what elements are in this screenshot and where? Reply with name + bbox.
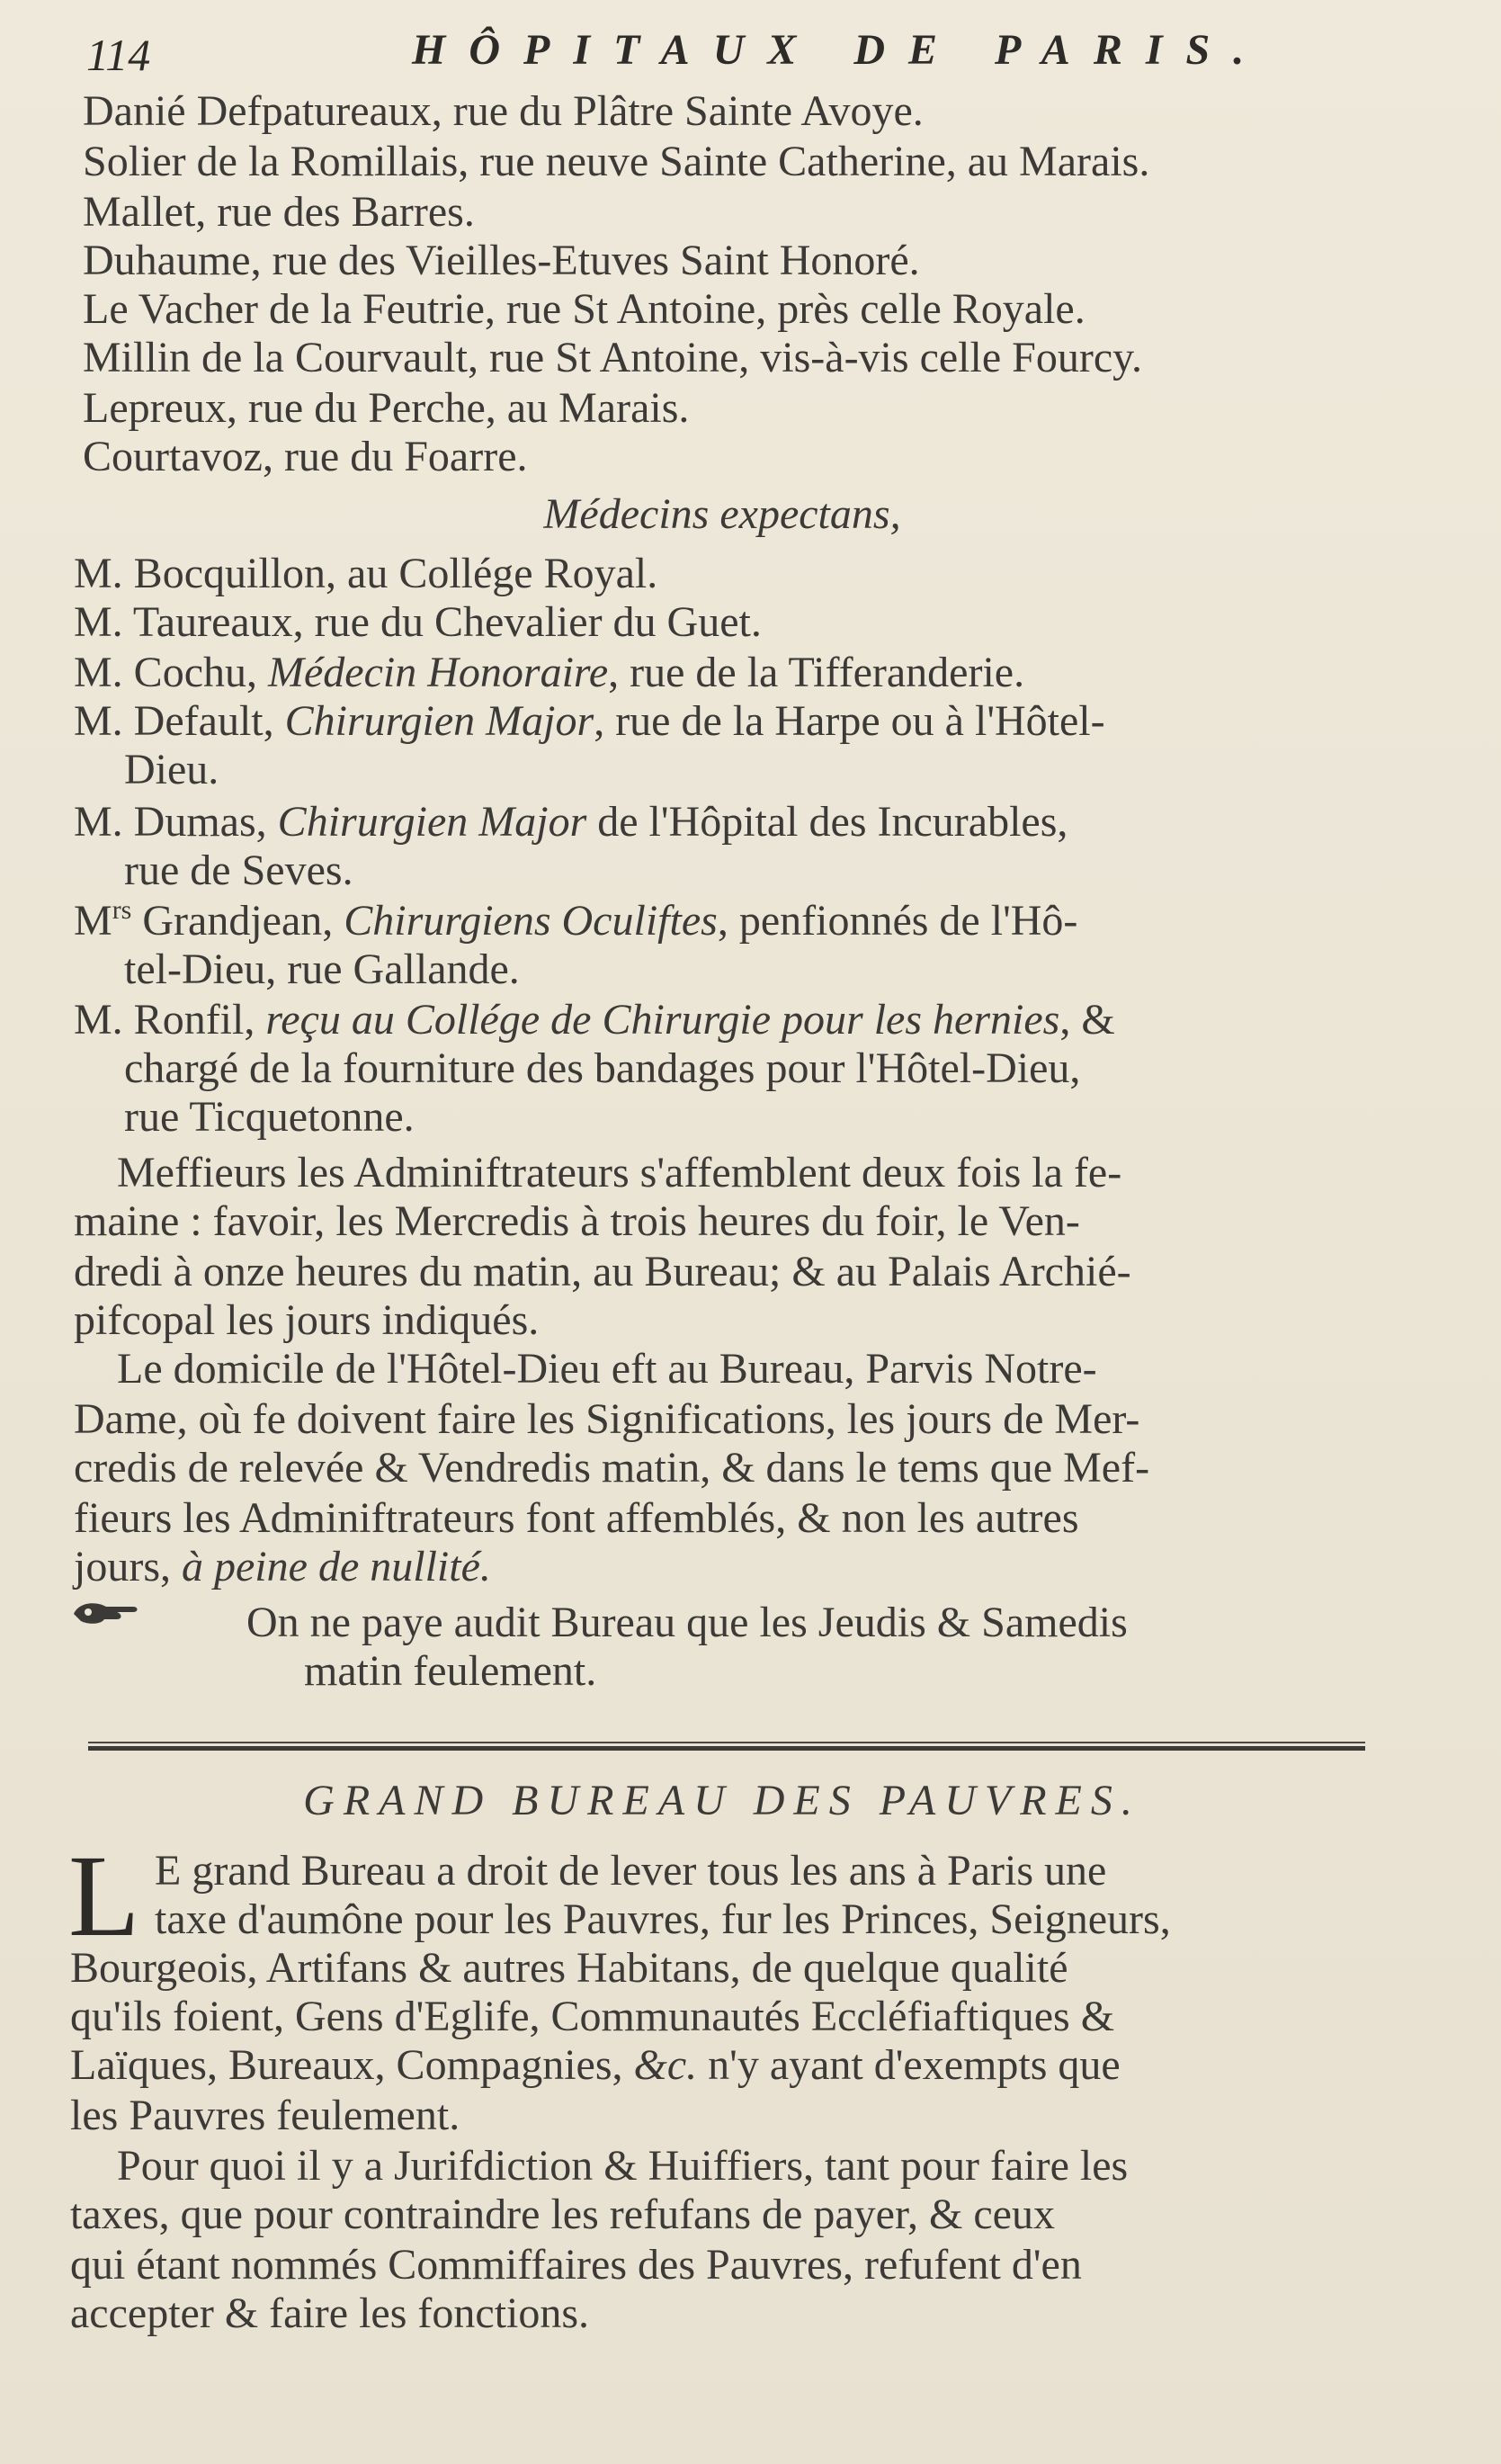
paragraph-line (74, 1542, 491, 1592)
list-line: Lepreux, rue du Perche, au Marais. (83, 384, 690, 432)
pointing-hand-icon (70, 1594, 151, 1630)
list-line: Solier de la Romillais, rue neuve Sainte Catherine, au Marais. (83, 138, 1150, 185)
list-line: Courtavoz, rue du Foarre. (83, 433, 528, 480)
paragraph-line: fieurs les Adminiftrateurs font affemblés, & non les autres (74, 1494, 1079, 1542)
paragraph-text: Laïques, Bureaux, Compagnies, (70, 2041, 634, 2089)
paragraph-line: accepter & faire les fonctions. (70, 2289, 590, 2337)
staff-address: , penfionnés de l'Hô- (717, 897, 1078, 945)
staff-title: Chirurgien Major (277, 798, 587, 846)
staff-title: reçu au Collége de Chirurgie pour les hernies (265, 996, 1060, 1044)
paragraph-line: les Pauvres feulement. (70, 2092, 460, 2139)
paragraph-text: n'y ayant d'exempts que (697, 2041, 1121, 2089)
paragraph-line: Bourgeois, Artifans & autres Habitans, de quelque qualité (70, 1944, 1068, 1992)
running-title: HÔPITAUX DE PARIS. (412, 26, 1268, 74)
staff-title: Médecin Honoraire (268, 649, 609, 696)
drop-cap: L (68, 1832, 140, 1961)
staff-line (74, 648, 1024, 698)
staff-title: Chirurgien Major (284, 697, 594, 745)
paragraph-line: taxes, que pour contraindre les refufans de payer, & ceux (70, 2191, 1055, 2238)
staff-title: Chirurgiens Oculiftes (344, 897, 718, 945)
paragraph-line (70, 2040, 1121, 2091)
staff-line-continued: Dieu. (124, 746, 219, 793)
paragraph-line: E grand Bureau a droit de lever tous les ans à Paris une (155, 1847, 1107, 1895)
staff-address: , rue de la Harpe ou à l'Hôtel- (594, 697, 1105, 745)
staff-address: de l'Hôpital des Incurables, (586, 798, 1068, 846)
staff-line (74, 797, 1068, 847)
staff-name: M. Cochu, (74, 649, 268, 696)
note-line: On ne paye audit Bureau que les Jeudis & Samedis (246, 1599, 1128, 1646)
list-line: Danié Defpatureaux, rue du Plâtre Sainte Avoye. (83, 87, 924, 135)
text-column (70, 0, 1374, 2464)
list-line: Le Vacher de la Feutrie, rue St Antoine, près celle Royale. (83, 285, 1086, 333)
paragraph-line: Dame, où fe doivent faire les Significations, les jours de Mer- (74, 1395, 1140, 1443)
paragraph-line: taxe d'aumône pour les Pauvres, fur les Princes, Seigneurs, (155, 1895, 1171, 1943)
section-title: GRAND BUREAU DES PAUVRES. (303, 1777, 1141, 1824)
section-rule-thick (88, 1746, 1365, 1751)
paragraph-text: jours, (74, 1543, 182, 1590)
paragraph-line: Meffieurs les Adminiftrateurs s'affemblent deux fois la fe- (117, 1149, 1122, 1196)
staff-line-continued: rue de Seves. (124, 847, 353, 894)
paragraph-line: qu'ils foient, Gens d'Eglife, Communautés Eccléfiaftiques & (70, 1993, 1115, 2040)
staff-line: M. Bocquillon, au Collége Royal. (74, 550, 658, 597)
paragraph-line: Pour quoi il y a Jurifdiction & Huiffiers, tant pour faire les (117, 2142, 1129, 2190)
paragraph-line: dredi à onze heures du matin, au Bureau; & au Palais Archié- (74, 1248, 1131, 1295)
list-line: Millin de la Courvault, rue St Antoine, vis-à-vis celle Fourcy. (83, 334, 1143, 381)
staff-name: M. Default, (74, 697, 285, 745)
list-line: Mallet, rue des Barres. (83, 188, 475, 236)
superscript: rs (112, 895, 132, 925)
staff-name: Grandjean, (131, 897, 344, 945)
staff-line (74, 696, 1105, 747)
paragraph-line: Le domicile de l'Hôtel-Dieu eft au Bureau, Parvis Notre- (117, 1345, 1097, 1393)
section-subheading: Médecins expectans, (543, 490, 901, 538)
staff-name: M (74, 897, 112, 945)
paragraph-italic: à peine de nullité. (182, 1543, 491, 1590)
staff-line-continued: tel-Dieu, rue Gallande. (124, 945, 520, 993)
page-number: 114 (86, 30, 151, 80)
section-rule (88, 1742, 1365, 1743)
paragraph-line: maine : favoir, les Mercredis à trois heures du foir, le Ven- (74, 1197, 1080, 1245)
staff-line: M. Taureaux, rue du Chevalier du Guet. (74, 598, 762, 646)
paragraph-line: qui étant nommés Commiffaires des Pauvres, refufent d'en (70, 2241, 1082, 2289)
staff-name: M. Ronfil, (74, 996, 266, 1044)
list-line: Duhaume, rue des Vieilles-Etuves Saint Honoré. (83, 237, 920, 284)
staff-address: , rue de la Tifferanderie. (608, 649, 1025, 696)
paragraph-line: credis de relevée & Vendredis matin, & dans le tems que Mef- (74, 1444, 1150, 1492)
paragraph-italic: &c. (633, 2041, 698, 2089)
staff-name: M. Dumas, (74, 798, 278, 846)
note-line: matin feulement. (304, 1647, 597, 1695)
staff-line (74, 896, 1077, 946)
staff-address: , & (1059, 996, 1115, 1044)
staff-line-continued: rue Ticquetonne. (124, 1093, 415, 1141)
staff-line-continued: chargé de la fourniture des bandages pour l'Hôtel-Dieu, (124, 1044, 1081, 1092)
staff-line (74, 995, 1115, 1045)
paragraph-line: pifcopal les jours indiqués. (74, 1296, 540, 1344)
